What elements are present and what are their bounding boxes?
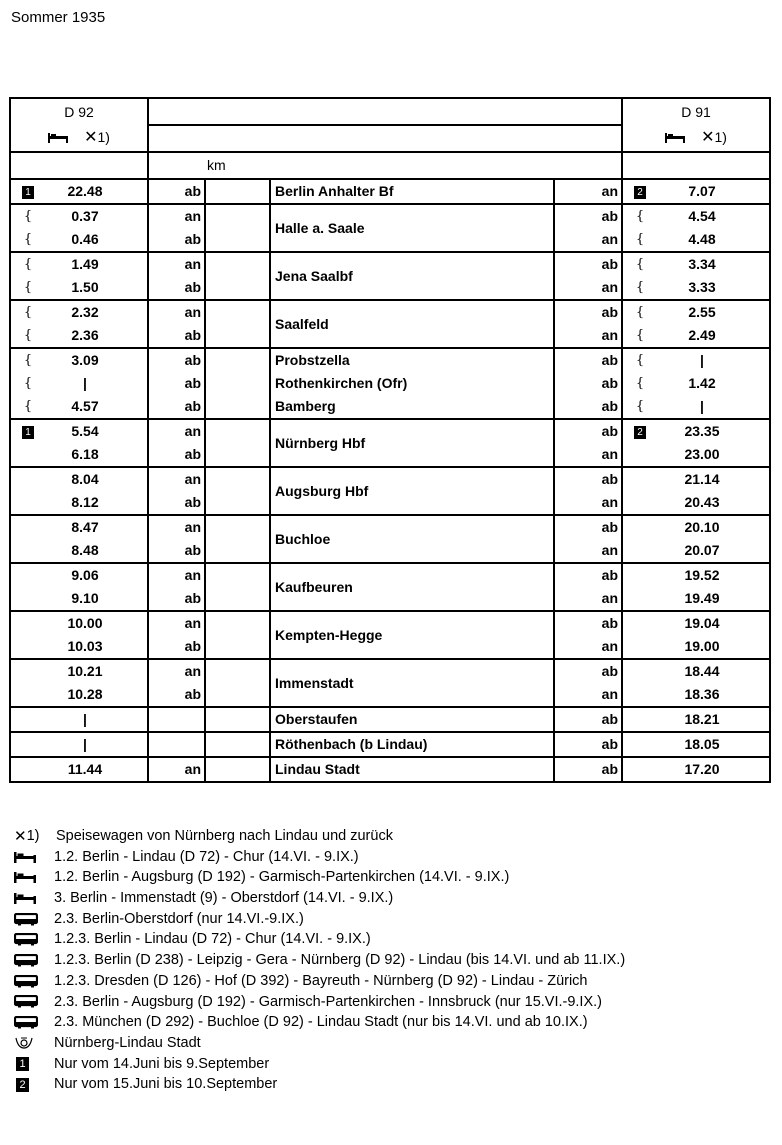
box-2-icon: 2 xyxy=(14,1078,54,1092)
right-time-cell: 18.05 xyxy=(622,732,770,757)
header-row-train xyxy=(10,98,770,125)
dining-car-icon: ✕ xyxy=(701,129,715,147)
timetable-row xyxy=(10,757,770,782)
km-cell xyxy=(205,179,270,204)
timetable-row xyxy=(10,179,770,204)
left-direction: ab xyxy=(148,491,205,515)
right-time-cell: { 3.33 xyxy=(622,276,770,300)
station-name: Augsburg Hbf xyxy=(270,467,554,515)
left-time-cell: { 2.36 xyxy=(10,324,148,348)
km-cell xyxy=(205,491,270,515)
timetable-row xyxy=(10,611,770,635)
left-direction: ab xyxy=(148,228,205,252)
left-direction: an xyxy=(148,659,205,683)
right-time-cell: 2 23.35 xyxy=(622,419,770,443)
footnote-item xyxy=(14,992,625,1013)
wavy-brace-icon: { xyxy=(635,353,645,368)
through-coach-icon xyxy=(14,995,54,1008)
footnote-item xyxy=(14,826,625,847)
header-row-km xyxy=(10,152,770,179)
sleeper-car-icon xyxy=(665,133,685,143)
left-time-cell: 10.21 xyxy=(10,659,148,683)
station-name: Immenstadt xyxy=(270,659,554,707)
station-name: Probstzella xyxy=(270,348,554,372)
left-direction: an xyxy=(148,563,205,587)
sleeper-car-icon xyxy=(14,852,54,863)
right-time-cell: { | xyxy=(622,395,770,419)
left-time-cell: 10.28 xyxy=(10,683,148,707)
right-time-cell: 21.14 xyxy=(622,467,770,491)
left-time-cell: { 2.32 xyxy=(10,300,148,324)
right-time-cell: 19.52 xyxy=(622,563,770,587)
right-time-cell: { 1.42 xyxy=(622,372,770,395)
wavy-brace-icon: { xyxy=(635,399,645,414)
right-direction: ab xyxy=(554,515,622,539)
left-direction: an xyxy=(148,611,205,635)
left-time-cell: 11.44 xyxy=(10,757,148,782)
right-direction: an xyxy=(554,179,622,204)
footnotes xyxy=(14,826,625,1095)
wavy-brace-icon: { xyxy=(635,257,645,272)
footnote-item xyxy=(14,888,625,909)
station-name: Röthenbach (b Lindau) xyxy=(270,732,554,757)
right-time-cell: { | xyxy=(622,348,770,372)
km-cell xyxy=(205,732,270,757)
left-direction: ab xyxy=(148,443,205,467)
right-direction: ab xyxy=(554,732,622,757)
right-direction: an xyxy=(554,635,622,659)
right-time-cell: 18.44 xyxy=(622,659,770,683)
left-direction: ab xyxy=(148,179,205,204)
km-cell xyxy=(205,372,270,395)
station-name: Saalfeld xyxy=(270,300,554,348)
right-direction: ab xyxy=(554,395,622,419)
km-cell xyxy=(205,683,270,707)
left-time-cell: 8.47 xyxy=(10,515,148,539)
km-cell xyxy=(205,252,270,276)
km-cell xyxy=(205,635,270,659)
station-name: Lindau Stadt xyxy=(270,757,554,782)
km-cell xyxy=(205,443,270,467)
through-coach-icon xyxy=(14,933,54,946)
timetable-row xyxy=(10,707,770,732)
wavy-brace-icon: { xyxy=(635,376,645,391)
right-time-cell: 18.21 xyxy=(622,707,770,732)
footnote-item xyxy=(14,971,625,992)
footnote-text: Speisewagen von Nürnberg nach Lindau und zurück xyxy=(56,828,393,844)
left-direction: an xyxy=(148,467,205,491)
left-time-cell: { 0.37 xyxy=(10,204,148,228)
station-name: Kempten-Hegge xyxy=(270,611,554,659)
wavy-brace-icon: { xyxy=(635,280,645,295)
timetable-row xyxy=(10,467,770,491)
right-time-cell: 19.00 xyxy=(622,635,770,659)
left-time-cell: { 3.09 xyxy=(10,348,148,372)
wavy-brace-icon: { xyxy=(23,328,33,343)
right-direction: ab xyxy=(554,300,622,324)
right-direction: ab xyxy=(554,204,622,228)
footnote-item xyxy=(14,1054,625,1075)
right-direction: ab xyxy=(554,252,622,276)
left-direction: ab xyxy=(148,348,205,372)
left-time-cell: { 0.46 xyxy=(10,228,148,252)
left-direction xyxy=(148,707,205,732)
right-time-cell: { 4.54 xyxy=(622,204,770,228)
station-name: Berlin Anhalter Bf xyxy=(270,179,554,204)
left-time-cell: { 1.50 xyxy=(10,276,148,300)
right-direction: an xyxy=(554,683,622,707)
right-time-cell: 20.07 xyxy=(622,539,770,563)
right-time-cell: { 2.55 xyxy=(622,300,770,324)
left-direction: ab xyxy=(148,635,205,659)
right-direction: ab xyxy=(554,563,622,587)
left-direction: ab xyxy=(148,372,205,395)
right-direction: an xyxy=(554,587,622,611)
footnote-item xyxy=(14,847,625,868)
wavy-brace-icon: { xyxy=(635,232,645,247)
timetable-row xyxy=(10,372,770,395)
left-time-cell: 8.48 xyxy=(10,539,148,563)
footnote-text: 2.3. Berlin - Augsburg (D 192) - Garmisch-Partenkirchen - Innsbruck (nur 15.VI.-9.IX.) xyxy=(54,993,602,1010)
left-time-cell: | xyxy=(10,707,148,732)
wavy-brace-icon: { xyxy=(23,399,33,414)
box-1-icon: 1 xyxy=(21,180,35,203)
left-direction: an xyxy=(148,252,205,276)
footnote-item xyxy=(14,1033,625,1054)
right-time-cell: { 3.34 xyxy=(622,252,770,276)
km-cell xyxy=(205,515,270,539)
left-direction: an xyxy=(148,515,205,539)
timetable-row xyxy=(10,563,770,587)
left-direction: an xyxy=(148,757,205,782)
right-amenities: ✕ 1) xyxy=(622,125,770,152)
footnote-text: 1.2.3. Dresden (D 126) - Hof (D 392) - Bayreuth - Nürnberg (D 92) - Lindau - Zürich xyxy=(54,972,588,989)
left-direction: ab xyxy=(148,395,205,419)
wavy-brace-icon: { xyxy=(23,280,33,295)
left-amenities: ✕ 1) xyxy=(10,125,148,152)
right-time-cell: 19.49 xyxy=(622,587,770,611)
station-name: Kaufbeuren xyxy=(270,563,554,611)
right-time-cell: 20.43 xyxy=(622,491,770,515)
footnote-text: 2.3. München (D 292) - Buchloe (D 92) - Lindau Stadt (nur bis 14.VI. und ab 10.IX.) xyxy=(54,1014,588,1031)
dining-car-icon: ✕ xyxy=(84,129,98,147)
sleeper-car-icon xyxy=(48,133,68,143)
wavy-brace-icon: { xyxy=(23,257,33,272)
left-time-cell: 9.10 xyxy=(10,587,148,611)
left-train-number: D 92 xyxy=(10,98,148,125)
km-cell xyxy=(205,300,270,324)
footnote-item xyxy=(14,950,625,971)
footnote-item xyxy=(14,909,625,930)
footnote-text: 1.2. Berlin - Augsburg (D 192) - Garmisch-Partenkirchen (14.VI. - 9.IX.) xyxy=(54,869,510,886)
right-time-cell: 18.36 xyxy=(622,683,770,707)
box-1-icon: 1 xyxy=(21,420,35,443)
right-direction: an xyxy=(554,539,622,563)
footnote-text: Nürnberg-Lindau Stadt xyxy=(54,1034,201,1051)
wavy-brace-icon: { xyxy=(635,305,645,320)
left-time-cell: { 4.57 xyxy=(10,395,148,419)
left-time-cell: 1 22.48 xyxy=(10,179,148,204)
through-coach-icon xyxy=(14,1016,54,1029)
left-time-cell: 10.03 xyxy=(10,635,148,659)
km-cell xyxy=(205,757,270,782)
left-direction: an xyxy=(148,204,205,228)
left-time-cell: 9.06 xyxy=(10,563,148,587)
right-direction: an xyxy=(554,324,622,348)
footnote-text: 1.2.3. Berlin (D 238) - Leipzig - Gera - Nürnberg (D 92) - Lindau (bis 14.VI. und ab 11.IX.) xyxy=(54,952,626,969)
footnote-text: 2.3. Berlin-Oberstdorf (nur 14.VI.-9.IX.) xyxy=(54,910,304,927)
left-time-cell: 8.12 xyxy=(10,491,148,515)
km-cell xyxy=(205,348,270,372)
left-direction: ab xyxy=(148,683,205,707)
timetable-row xyxy=(10,204,770,228)
footnote-text: 3. Berlin - Immenstadt (9) - Oberstdorf (14.VI. - 9.IX.) xyxy=(54,890,394,907)
timetable-row xyxy=(10,300,770,324)
header-blank xyxy=(148,98,622,125)
header-row-amenities xyxy=(10,125,770,152)
footnote-text: 1.2. Berlin - Lindau (D 72) - Chur (14.VI. - 9.IX.) xyxy=(54,848,359,865)
box-2-icon: 2 xyxy=(633,180,647,203)
wavy-brace-icon: { xyxy=(23,305,33,320)
km-cell xyxy=(205,324,270,348)
timetable-row xyxy=(10,395,770,419)
station-name: Nürnberg Hbf xyxy=(270,419,554,467)
timetable xyxy=(9,97,771,783)
right-direction: an xyxy=(554,443,622,467)
station-name: Jena Saalbf xyxy=(270,252,554,300)
left-time-cell: 10.00 xyxy=(10,611,148,635)
left-time-cell: { | xyxy=(10,372,148,395)
station-name: Bamberg xyxy=(270,395,554,419)
box-1-icon: 1 xyxy=(14,1057,54,1071)
left-direction: ab xyxy=(148,276,205,300)
timetable-row xyxy=(10,252,770,276)
left-time-cell: | xyxy=(10,732,148,757)
right-direction: an xyxy=(554,491,622,515)
timetable-row xyxy=(10,659,770,683)
right-direction: ab xyxy=(554,348,622,372)
km-cell xyxy=(205,707,270,732)
km-cell xyxy=(205,467,270,491)
left-time-cell: 1 5.54 xyxy=(10,419,148,443)
wavy-brace-icon: { xyxy=(635,209,645,224)
right-time-cell: 23.00 xyxy=(622,443,770,467)
footnote-item xyxy=(14,867,625,888)
box-2-icon: 2 xyxy=(633,420,647,443)
left-direction: ab xyxy=(148,587,205,611)
wavy-brace-icon: { xyxy=(23,209,33,224)
right-direction: an xyxy=(554,228,622,252)
left-direction: ab xyxy=(148,539,205,563)
right-time-cell: { 4.48 xyxy=(622,228,770,252)
left-direction xyxy=(148,732,205,757)
right-time-cell: 20.10 xyxy=(622,515,770,539)
km-cell xyxy=(205,204,270,228)
left-time-cell: { 1.49 xyxy=(10,252,148,276)
right-time-cell: 17.20 xyxy=(622,757,770,782)
km-cell xyxy=(205,395,270,419)
station-name: Buchloe xyxy=(270,515,554,563)
wavy-brace-icon: { xyxy=(23,376,33,391)
sleeper-car-icon xyxy=(14,872,54,883)
timetable-row xyxy=(10,419,770,443)
km-cell xyxy=(205,563,270,587)
right-direction: ab xyxy=(554,372,622,395)
header-blank xyxy=(148,125,622,152)
km-cell xyxy=(205,228,270,252)
km-cell xyxy=(205,611,270,635)
station-name: Oberstaufen xyxy=(270,707,554,732)
wavy-brace-icon: { xyxy=(23,353,33,368)
right-time-cell: 19.04 xyxy=(622,611,770,635)
km-cell xyxy=(205,587,270,611)
right-train-number: D 91 xyxy=(622,98,770,125)
footnote-text: Nur vom 14.Juni bis 9.September xyxy=(54,1055,270,1072)
left-time-cell: 6.18 xyxy=(10,443,148,467)
dining-car-icon: ✕ 1) xyxy=(14,827,40,845)
through-coach-icon xyxy=(14,975,54,988)
footnote-text: Nur vom 15.Juni bis 10.September xyxy=(54,1076,278,1093)
footnote-text: 1.2.3. Berlin - Lindau (D 72) - Chur (14.VI. - 9.IX.) xyxy=(54,931,371,948)
right-time-cell: 2 7.07 xyxy=(622,179,770,204)
right-direction: ab xyxy=(554,659,622,683)
sleeper-car-icon xyxy=(14,893,54,904)
right-direction: ab xyxy=(554,467,622,491)
footnote-item xyxy=(14,929,625,950)
km-label: km xyxy=(148,152,622,179)
wavy-brace-icon: { xyxy=(23,232,33,247)
km-cell xyxy=(205,419,270,443)
left-direction: ab xyxy=(148,324,205,348)
timetable-row xyxy=(10,348,770,372)
left-direction: an xyxy=(148,300,205,324)
right-direction: an xyxy=(554,276,622,300)
station-name: Halle a. Saale xyxy=(270,204,554,252)
footnote-item xyxy=(14,1074,625,1095)
right-direction: ab xyxy=(554,757,622,782)
km-cell xyxy=(205,276,270,300)
station-name: Rothenkirchen (Ofr) xyxy=(270,372,554,395)
through-coach-icon xyxy=(14,913,54,926)
wavy-brace-icon: { xyxy=(635,328,645,343)
right-time-cell: { 2.49 xyxy=(622,324,770,348)
through-coach-icon xyxy=(14,954,54,967)
km-cell xyxy=(205,659,270,683)
left-direction: an xyxy=(148,419,205,443)
timetable-row xyxy=(10,732,770,757)
right-direction: ab xyxy=(554,611,622,635)
right-direction: ab xyxy=(554,707,622,732)
right-direction: ab xyxy=(554,419,622,443)
left-time-cell: 8.04 xyxy=(10,467,148,491)
mail-post-horn-icon xyxy=(14,1036,54,1051)
season-title: Sommer 1935 xyxy=(11,9,106,26)
km-cell xyxy=(205,539,270,563)
timetable-row xyxy=(10,515,770,539)
footnote-item xyxy=(14,1012,625,1033)
